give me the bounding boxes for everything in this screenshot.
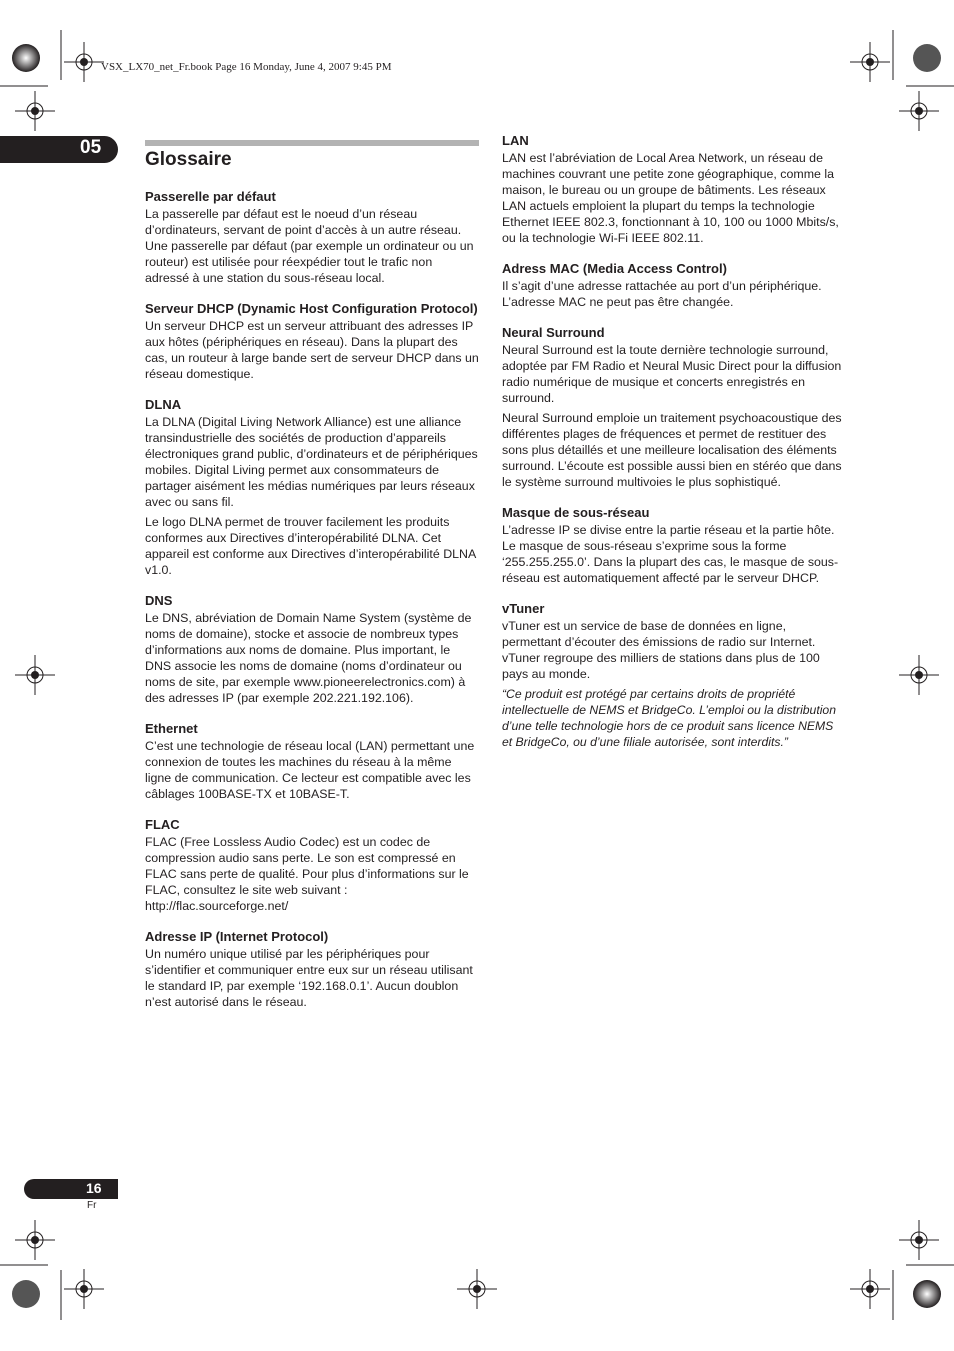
glossary-definition: La DLNA (Digital Living Network Alliance) est une alliance transindustrielle des sociétés de production d’appareils électroniques grand public, d’ordinateurs et de périphériques mobiles. Digital Living permet aux consommateurs de partager aisément les médias numériques par leurs réseaux avec ou sans fil. [145,415,478,509]
glossary-entry [145,188,479,286]
page-language: Fr [87,1200,97,1211]
glossary-term: Adresse IP (Internet Protocol) [145,929,329,944]
glossary-definition: Un serveur DHCP est un serveur attribuant des adresses IP aux hôtes (périphériques en réseau). Dans la plupart des cas, un routeur à large bande sert de serveur DHCP dans un réseau domestique. [145,319,479,381]
glossary-definition: Le logo DLNA permet de trouver facilement les produits conformes aux Directives d’interopérabilité DLNA. Cet appareil est conforme aux Directives d’interopérabilité DLNA v1.0. [145,515,476,577]
glossary-term: vTuner [502,601,545,616]
glossary-definition: vTuner est un service de base de données en ligne, permettant d’écouter des émissions de radio sur Internet. vTuner regroupe des milliers de stations dans plus de 100 pays au monde. [502,619,820,681]
glossary-entry [502,600,842,750]
glossary-definition: FLAC (Free Lossless Audio Codec) est un codec de compression audio sans perte. Le son est compressé en FLAC sans perte de qualité. Pour plus d’informations sur le FLAC, consultez le site web suivant : http://flac.sourceforge.net/ [145,835,469,913]
glossary-term: Adress MAC (Media Access Control) [502,261,727,276]
glossary-definition: C’est une technologie de réseau local (LAN) permettant une connexion de toutes les machines du réseau à la même ligne de communication. Ce lecteur est compatible avec les câblages 100BASE-TX et 10BASE-T. [145,739,475,801]
glossary-definition: Neural Surround emploie un traitement psychoacoustique des différentes plages de fréquences et permet de restituer des sons plus détaillés et une meilleure localisation des éléments surround. L’écoute est possible aussi bien en stéréo que dans le système surround multivoies le plus sophistiqué. [502,411,842,489]
glossary-definition: Neural Surround est la toute dernière technologie surround, adoptée par FM Radio et Neural Music Direct pour la diffusion radio numérique de musique et concerts enregistrés en surround. [502,343,842,405]
glossary-entry [145,816,479,914]
glossary-term: Serveur DHCP (Dynamic Host Configuration Protocol) [145,301,478,316]
glossary-term: Masque de sous-réseau [502,505,650,520]
glossary-entry [502,324,842,490]
glossary-definition: La passerelle par défaut est le noeud d’un réseau d’ordinateurs, servant de point d’accès à un autre réseau. Une passerelle par défaut (par exemple un ordinateur ou un routeur) est utilisée pour réexpédier tout le trafic non adressé à une station du sous-réseau local. [145,207,474,285]
glossary-entry [145,300,479,382]
glossary-definition: LAN est l’abréviation de Local Area Network, un réseau de machines couvrant une petite zone géographique, comme la maison, le bureau ou un groupe de bâtiments. Les réseaux LAN actuels emploient la plupart du temps la technologie Ethernet IEEE 802.3, fonctionnant à 10, 100 ou 1000 Mbits/s, ou la technologie Wi-Fi IEEE 802.11. [502,151,839,245]
left-column [145,188,479,1024]
book-info: VSX_LX70_net_Fr.book Page 16 Monday, June 4, 2007 9:45 PM [101,61,392,73]
glossary-term: Neural Surround [502,325,605,340]
glossary-definition: Le DNS, abréviation de Domain Name System (système de noms de domaine), stocke et associe de nombreux types d’informations aux noms de domaine. Plus important, le DNS associe les noms de domaine (noms d’ordinateur ou noms de site, par exemple www.pioneerelectronics.com) à des adresses IP (par exemple 202.221.192.106). [145,611,472,705]
page-number-tab [24,1179,118,1199]
glossary-entry [145,928,479,1010]
glossary-definition: L’adresse IP se divise entre la partie réseau et la partie hôte. Le masque de sous-réseau s’exprime sous la forme ‘255.255.255.0’. Dans la plupart des cas, le masque de sous-réseau est automatiquement affecté par le serveur DHCP. [502,523,839,585]
chapter-number: 05 [80,137,102,158]
glossary-entry [502,504,842,586]
glossary-entry [502,260,842,310]
glossary-entry [145,720,479,802]
glossary-entry [145,592,479,706]
page-title: Glossaire [145,149,232,170]
glossary-term: Passerelle par défaut [145,189,276,204]
glossary-entry [145,396,479,578]
glossary-definition: Un numéro unique utilisé par les périphériques pour s’identifier et communiquer entre eux sur un réseau utilisant le standard IP, par exemple ‘192.168.0.1’. Aucun doublon n’est autorisé dans le réseau. [145,947,473,1009]
page-number: 16 [86,1180,102,1196]
legal-note: “Ce produit est protégé par certains droits de propriété intellectuelle de NEMS et BridgeCo. L’emploi ou la distribution d’une telle technologie hors de ce produit sans licence NEMS et BridgeCo, ou d’une filiale autorisée, sont interdits.” [502,687,836,749]
glossary-term: FLAC [145,817,180,832]
section-rule [145,140,479,146]
right-column [502,132,842,764]
glossary-term: DNS [145,593,173,608]
glossary-entry [502,132,842,246]
glossary-definition: Il s’agit d’une adresse rattachée au port d’un périphérique. L’adresse MAC ne peut pas être changée. [502,279,822,309]
glossary-term: Ethernet [145,721,198,736]
glossary-term: LAN [502,133,529,148]
glossary-term: DLNA [145,397,182,412]
